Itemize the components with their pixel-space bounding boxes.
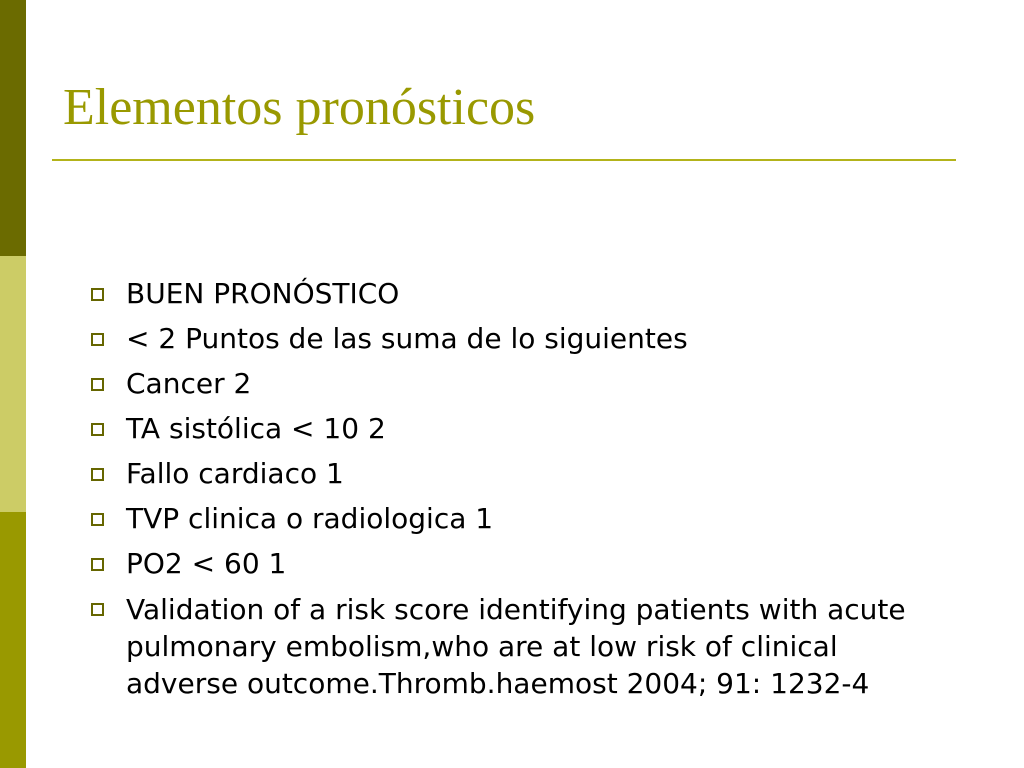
- bullet-text: PO2 < 60 1: [126, 547, 287, 580]
- bullet-text: TVP clinica o radiologica 1: [126, 502, 494, 535]
- bullet-item: [90, 546, 930, 582]
- hollow-square-bullet-icon: [91, 288, 104, 301]
- bullet-text: TA sistólica < 10 2: [126, 412, 386, 445]
- sidebar-accent-bottom: [0, 512, 26, 768]
- bullet-item: [90, 366, 930, 402]
- bullet-item: [90, 411, 930, 447]
- bullet-list: [90, 276, 930, 711]
- sidebar-accent-top: [0, 0, 26, 256]
- bullet-item: [90, 456, 930, 492]
- bullet-text: BUEN PRONÓSTICO: [126, 277, 400, 310]
- sidebar-accent-middle: [0, 256, 26, 512]
- bullet-item: [90, 501, 930, 537]
- hollow-square-bullet-icon: [91, 468, 104, 481]
- hollow-square-bullet-icon: [91, 333, 104, 346]
- title-divider: [52, 159, 956, 161]
- bullet-text: Cancer 2: [126, 367, 252, 400]
- hollow-square-bullet-icon: [91, 378, 104, 391]
- bullet-text: < 2 Puntos de las suma de lo siguientes: [126, 322, 688, 355]
- hollow-square-bullet-icon: [91, 513, 104, 526]
- slide-title: Elementos pronósticos: [63, 79, 536, 136]
- bullet-item: [90, 591, 930, 702]
- hollow-square-bullet-icon: [91, 603, 104, 616]
- bullet-text: Fallo cardiaco 1: [126, 457, 344, 490]
- bullet-text-reference: Validation of a risk score identifying patients with acute pulmonary embolism,who are at low risk of clinical adverse outcome.Thromb.haemost 2004; 91: 1232-4: [126, 593, 906, 700]
- bullet-item: [90, 321, 930, 357]
- bullet-item: [90, 276, 930, 312]
- hollow-square-bullet-icon: [91, 558, 104, 571]
- hollow-square-bullet-icon: [91, 423, 104, 436]
